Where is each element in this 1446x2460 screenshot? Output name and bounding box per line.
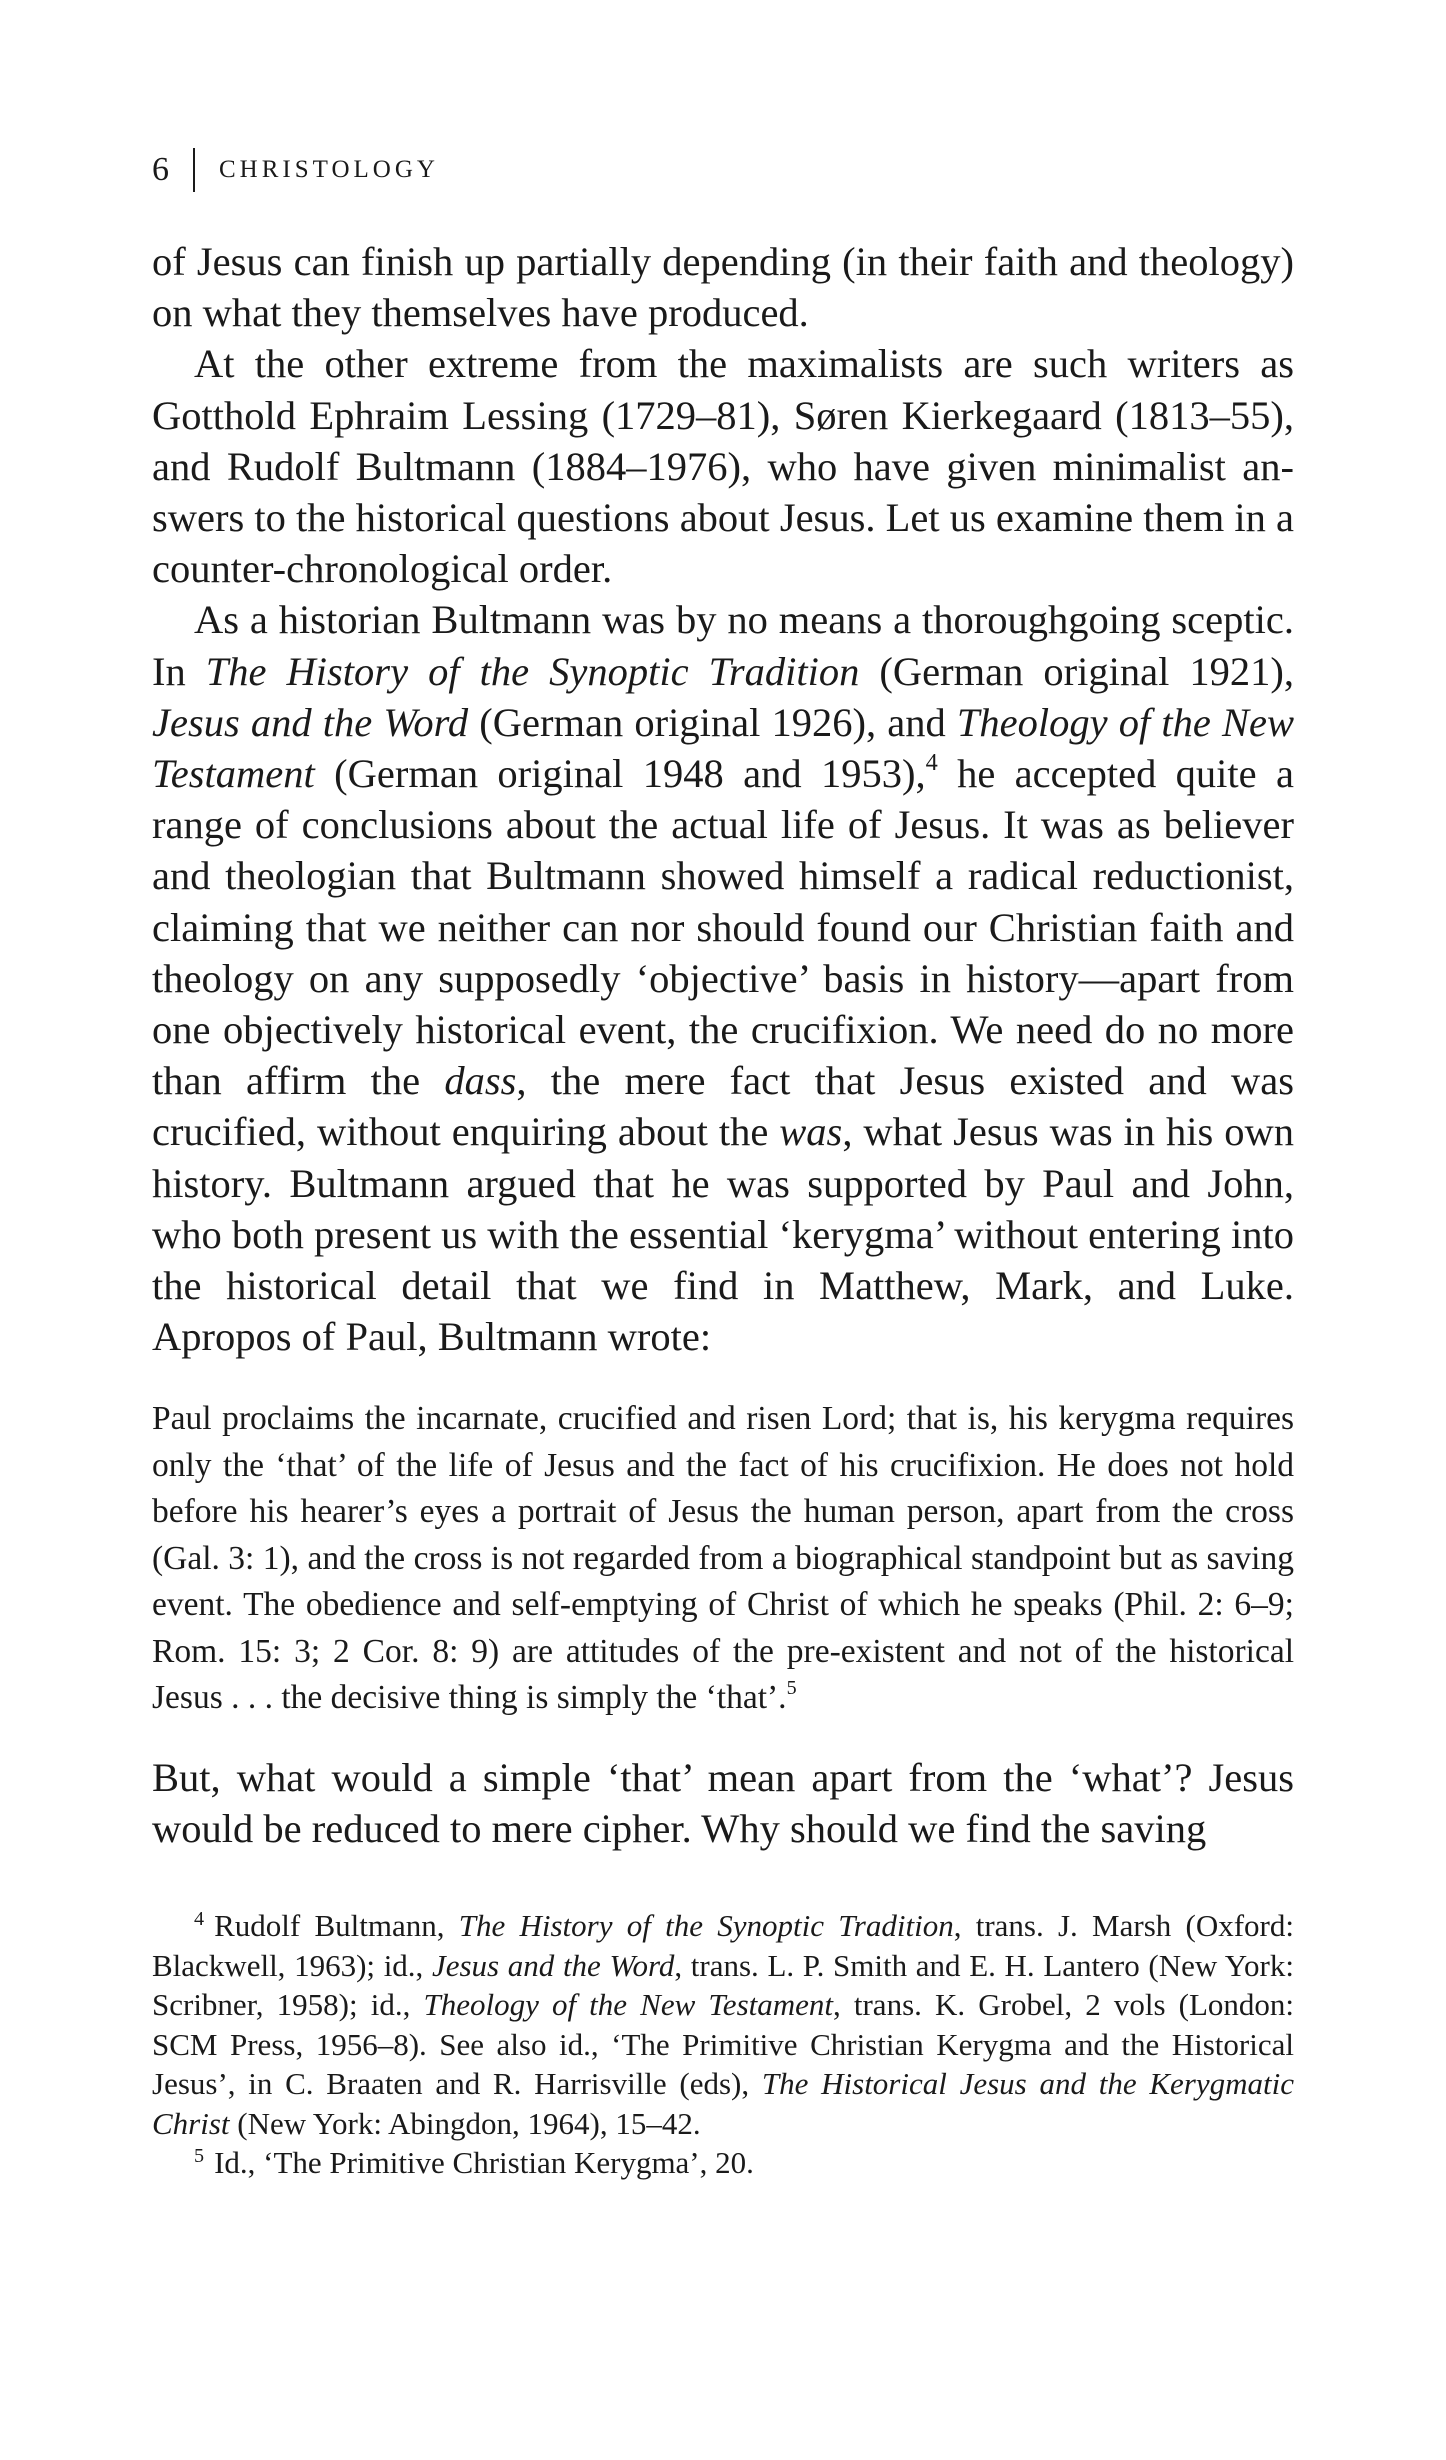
paragraph-4: But, what would a simple ‘that’ mean apart from the ‘what’? Jesus would be reduced to mere cipher. Why should we find the saving bbox=[152, 1754, 1294, 1852]
book-title: The History of the Synoptic Tradition bbox=[205, 648, 860, 694]
footnote-marker: 4 bbox=[194, 1908, 205, 1931]
book-title: Jesus and the Word bbox=[152, 699, 469, 745]
footnote-ref-4[interactable]: 4 bbox=[925, 749, 938, 777]
footnotes bbox=[152, 1906, 1294, 2183]
paragraph-3: As a historian Bultmann was by no means a thoroughgoing sceptic. In The History of the Synoptic Tradition (German original 1921), Jesus and the Word (German original 1926), and Theology of the New Testament (German original 1948 and 1953),$^4$ he accepted quite a range of conclusions about the actual life of Jesus. It was as believer and theologian that Bultmann showed himself a radical reductionist, claiming that we neither can nor should found our Christian faith and theology on any supposedly ‘objective’ basis in history—apart from one objectively historical event, the crucifixion. We need do no more than affirm the dass, the mere fact that Jesus existed and was crucified, without enquiring about the was, what Jesus was in his own history. Bultmann argued that he was supported by Paul and John, who both present us with the essential ‘kerygma’ without entering into the historical detail that we find in Matthew, Mark, and Luke. Apropos of Paul, Bultmann wrote: bbox=[152, 597, 1295, 1360]
quote-text: Paul proclaims the incarnate, crucified and risen Lord; that is, his kerygma requires only the ‘that’ of the life of Jesus and the fact of his crucifixion. He does not hold before his hearer’s eyes a portrait of Jesus the human person, apart from the cross (Gal. 3: 1), and the cross is not regarded from a biographical standpoint but as saving event. The obedience and self-emptying of Christ of which he speaks (Phil. 2: 6–9; Rom. 15: 3; 2 Cor. 8: 9) are attitudes of the pre-existent and not of the historical Jesus . . . the decisive thing is simply the ‘that’. bbox=[152, 1400, 1294, 1717]
german-term: was bbox=[779, 1109, 843, 1155]
footnote-5: $^5$ Id., ‘The Primitive Christian Kerygma’, 20. bbox=[194, 2145, 754, 2181]
footnote-marker: 5 bbox=[194, 2145, 205, 2168]
running-title: CHRISTOLOGY bbox=[219, 156, 439, 183]
header-divider bbox=[193, 148, 195, 192]
book-page bbox=[152, 140, 1294, 2183]
book-title: Theology of the New Testament bbox=[152, 699, 1294, 797]
block-quote bbox=[152, 1396, 1294, 1722]
running-head bbox=[152, 140, 1294, 200]
paragraph-1: of Jesus can finish up partially depending (in their faith and theology) on what they themselves have produced. bbox=[152, 239, 1294, 336]
main-text-continued bbox=[152, 1752, 1294, 1854]
footnote-4: $^4$ Rudolf Bultmann, The History of the Synoptic Tradition, trans. J. Marsh (Oxford: Blackwell, 1963); id., Jesus and the Word, trans. L. P. Smith and E. H. Lantero (New York: Scribner, 1958); id., Theology of the New Testament, trans. K. Grobel, 2 vols (London: SCM Press, 1956–8). See also id., ‘The Primitive Christian Kerygma and the Historical Jesus’, in C. Braaten and R. Harrisville (eds), The Historical Jesus and the Kerygmatic Christ (New York: Abingdon, 1964), 15–42. bbox=[152, 1908, 1295, 2141]
german-term: dass bbox=[444, 1058, 517, 1104]
footnote-ref-5[interactable]: 5 bbox=[786, 1677, 797, 1700]
paragraph-2: At the other extreme from the maximalists are such writers as Gotthold Ephraim Lessing (1729–81), Søren Kierkegaard (1813–55), and Rudolf Bultmann (1884–1976), who have given minimalist answers to the historical questions about Jesus. Let us examine them in a counter-chronological order. bbox=[152, 341, 1294, 592]
page-number: 6 bbox=[152, 151, 169, 188]
main-text bbox=[152, 236, 1294, 1362]
